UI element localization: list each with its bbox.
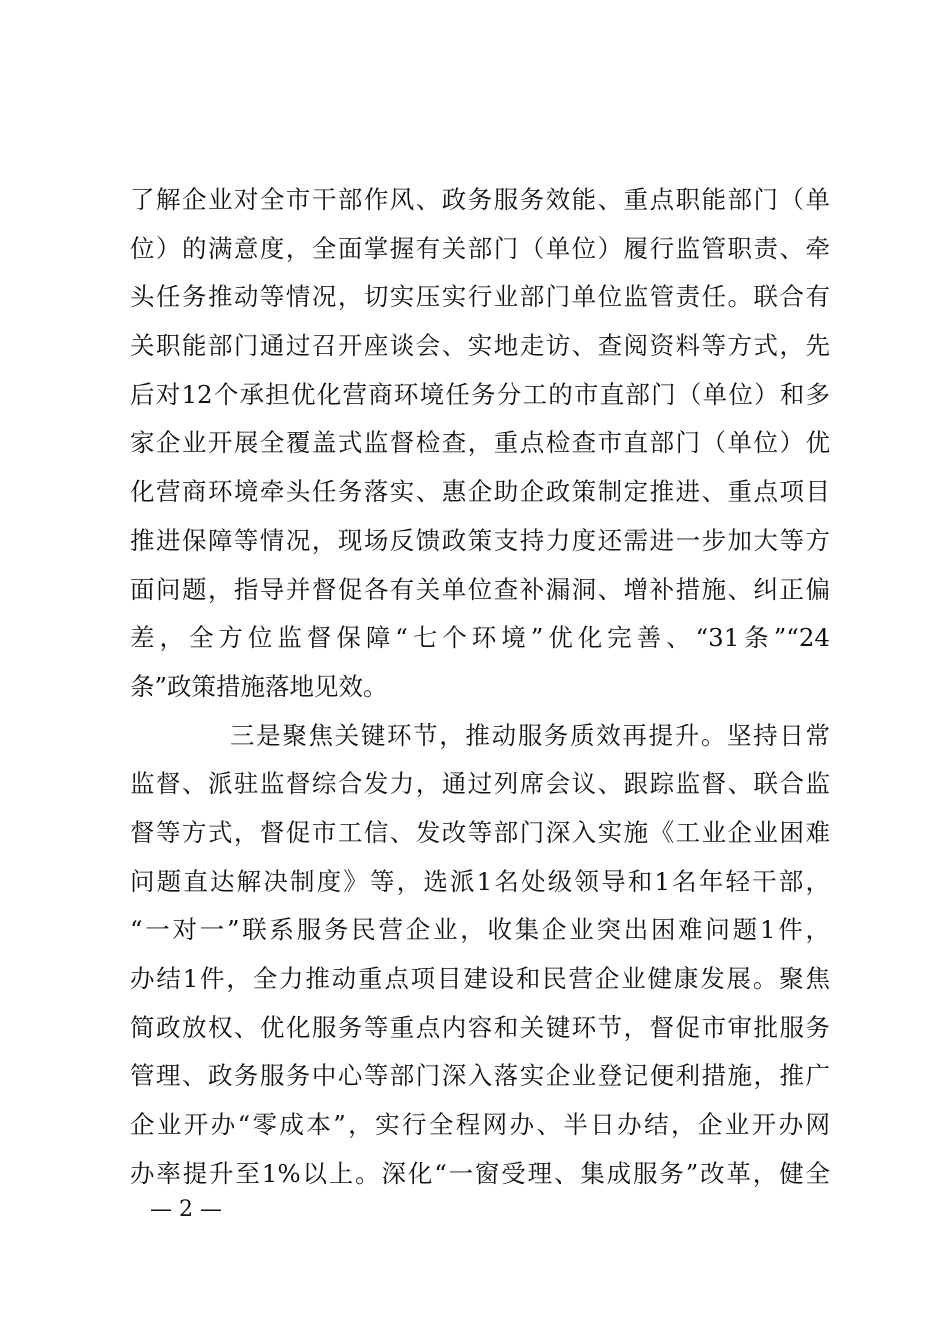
text-line: 关职能部门通过召开座谈会、实地走访、查阅资料等方式，先 (130, 331, 830, 361)
text-line: 督等方式，督促市工信、发改等部门深入实施《工业企业困难 (130, 817, 830, 847)
text-line: 办率提升至1%以上。深化“一窗受理、集成服务”改革，健全 (130, 1158, 830, 1188)
text-line: 推进保障等情况，现场反馈政策支持力度还需进一步加大等方 (130, 525, 830, 555)
text-line: 监督、派驻监督综合发力，通过列席会议、跟踪监督、联合监 (130, 769, 830, 799)
paragraph-start-line: 三是聚焦关键环节，推动服务质效再提升。坚持日常 (230, 720, 830, 750)
text-line: 条”政策措施落地见效。 (130, 671, 388, 701)
text-line: 差，全方位监督保障“七个环境”优化完善、“31条”“24 (130, 623, 830, 653)
text-line: “一对一”联系服务民营企业，收集企业突出困难问题1件， (130, 915, 830, 945)
text-line: 后对12个承担优化营商环境任务分工的市直部门（单位）和多 (130, 379, 830, 409)
text-line: 了解企业对全市干部作风、政务服务效能、重点职能部门（单 (130, 185, 830, 214)
text-line: 位）的满意度，全面掌握有关部门（单位）履行监管职责、牵 (130, 233, 830, 263)
text-line: 简政放权、优化服务等重点内容和关键环节，督促市审批服务 (130, 1012, 830, 1042)
text-line: 家企业开展全覆盖式监督检查，重点检查市直部门（单位）优 (130, 428, 830, 458)
text-line: 企业开办“零成本”，实行全程网办、半日办结，企业开办网 (130, 1110, 830, 1140)
body-text (130, 176, 830, 1198)
text-line: 办结1件，全力推动重点项目建设和民营企业健康发展。聚焦 (130, 964, 830, 993)
page-number: — 2 — (150, 1197, 222, 1222)
text-line: 管理、政务服务中心等部门深入落实企业登记便利措施，推广 (130, 1061, 830, 1091)
text-line: 化营商环境牵头任务落实、惠企助企政策制定推进、重点项目 (130, 477, 830, 507)
text-line: 问题直达解决制度》等，选派1名处级领导和1名年轻干部， (130, 866, 830, 896)
text-line: 面问题，指导并督促各有关单位查补漏洞、增补措施、纠正偏 (130, 574, 830, 604)
text-line: 头任务推动等情况，切实压实行业部门单位监管责任。联合有 (130, 282, 830, 312)
